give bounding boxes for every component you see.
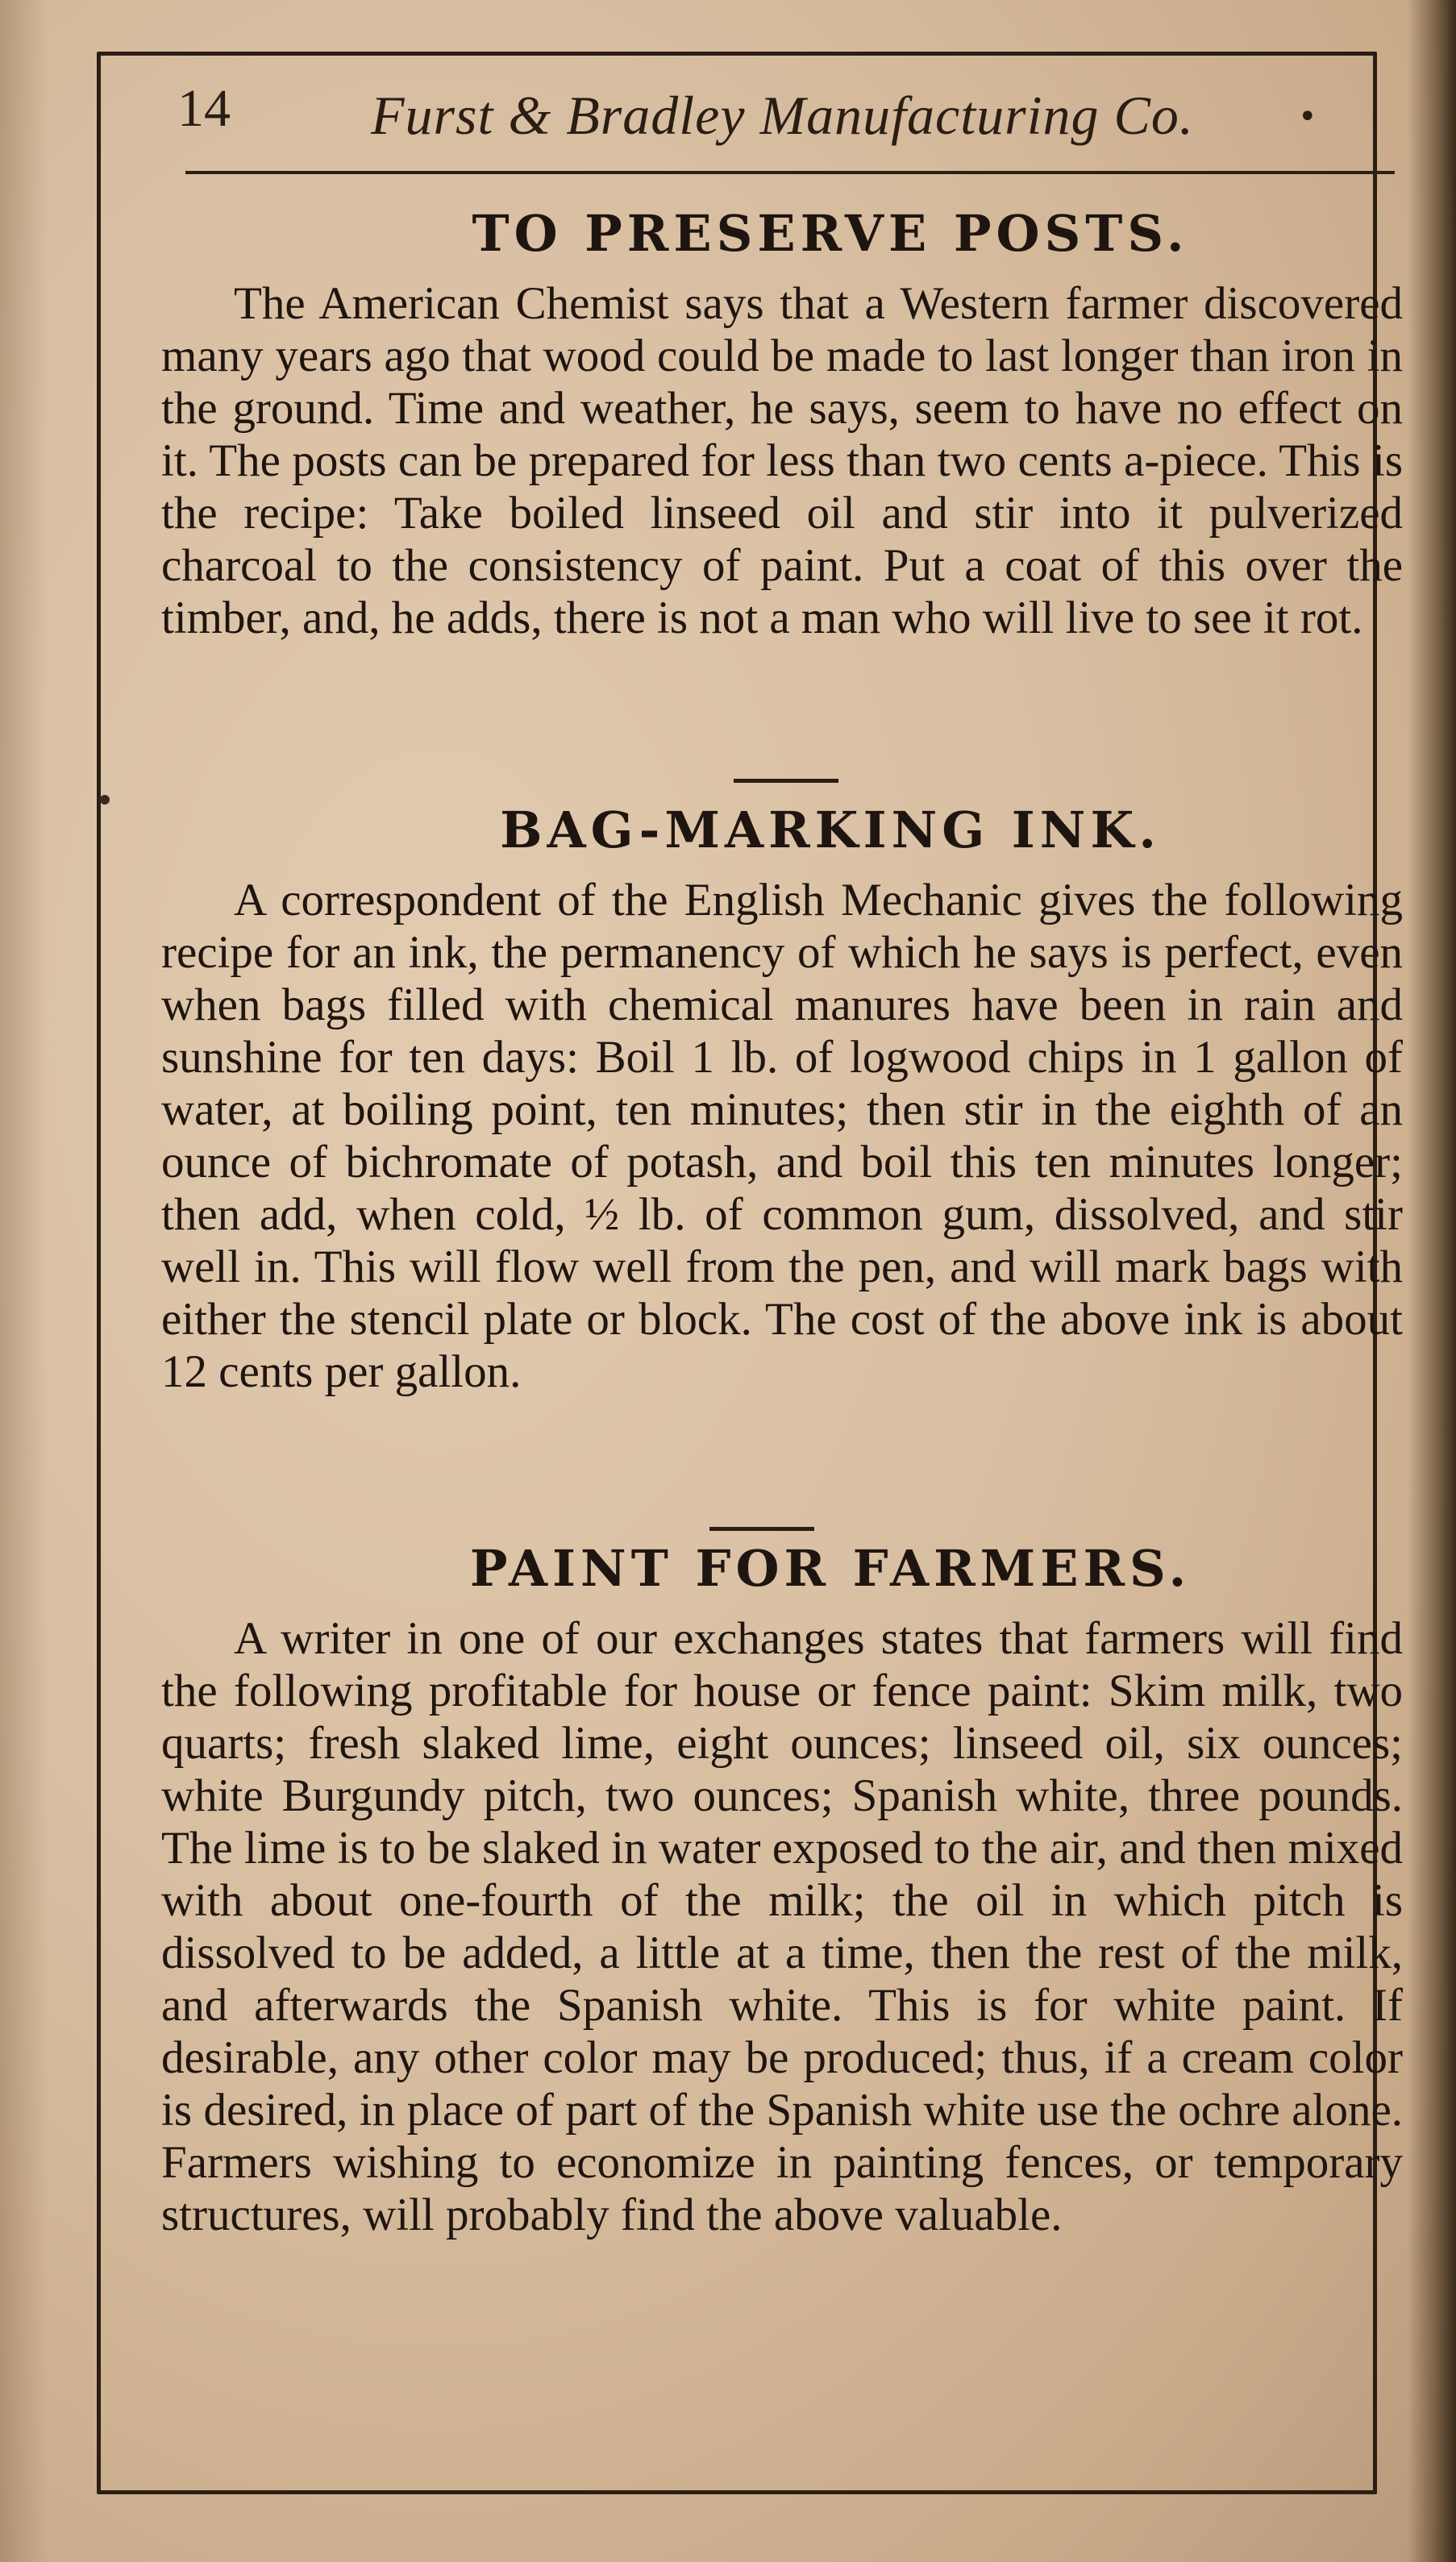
section-body: A writer in one of our exchanges states that farmers will find the following profitable for house or fence paint: Skim milk, two quarts; fresh slaked lime, eight ounces; linseed oil, six ounces; white Burgundy pitch, two ounces; Spanish white, three pounds. The lime is to be slaked in water exposed to the air, and then mixed with about one-fourth of the milk; the oil in which pitch is dissolved to be added, a little at a time, then the rest of the milk, and afterwards the Spanish white. This is for white paint. If desirable, any other color may be produced; thus, if a cream color is desired, in place of part of the Spanish white use the ochre alone. Farmers wishing to economize in painting fences, or temporary structures, will probably find the above valuable. [161, 1613, 1403, 2240]
section-divider [709, 1527, 814, 1531]
running-title: Furst & Bradley Manufacturing Co. [371, 85, 1194, 146]
section-title: TO PRESERVE POSTS. [472, 204, 1189, 263]
section-bag-marking-ink [161, 798, 1403, 1398]
page-header [177, 77, 1346, 153]
section-divider [734, 779, 838, 783]
section-body: The American Chemist says that a Western farmer discovered many years ago that wood could be made to last longer than iron in the ground. Time and weather, he says, seem to have no effect on it. The posts can be prepared for less than two cents a-piece. This is the recipe: Take boiled linseed oil and stir into it pulverized charcoal to the consistency of paint. Put a coat of this over the timber, and, he adds, there is not a man who will live to see it rot. [161, 278, 1403, 643]
section-preserve-posts [161, 202, 1403, 644]
section-paint-for-farmers [161, 1537, 1403, 2241]
section-title: PAINT FOR FARMERS. [469, 1539, 1192, 1598]
book-spine-shadow [1408, 0, 1456, 2562]
header-dot: • [1298, 98, 1317, 135]
page-number: 14 [177, 79, 231, 138]
section-title: BAG-MARKING INK. [500, 801, 1161, 859]
ink-spot [100, 795, 110, 805]
header-rule [185, 171, 1395, 174]
page-left-shadow [0, 0, 48, 2562]
section-body: A correspondent of the English Mechanic gives the following recipe for an ink, the permanency of which he says is perfect, even when bags filled with chemical manures have been in rain and sunshine for ten days: Boil 1 lb. of logwood chips in 1 gallon of water, at boiling point, ten minutes; then stir in the eighth of an ounce of bichromate of potash, and boil this ten minutes longer; then add, when cold, ½ lb. of common gum, dissolved, and stir well in. This will flow well from the pen, and will mark bags with either the stencil plate or block. The cost of the above ink is about 12 cents per gallon. [161, 875, 1403, 1397]
